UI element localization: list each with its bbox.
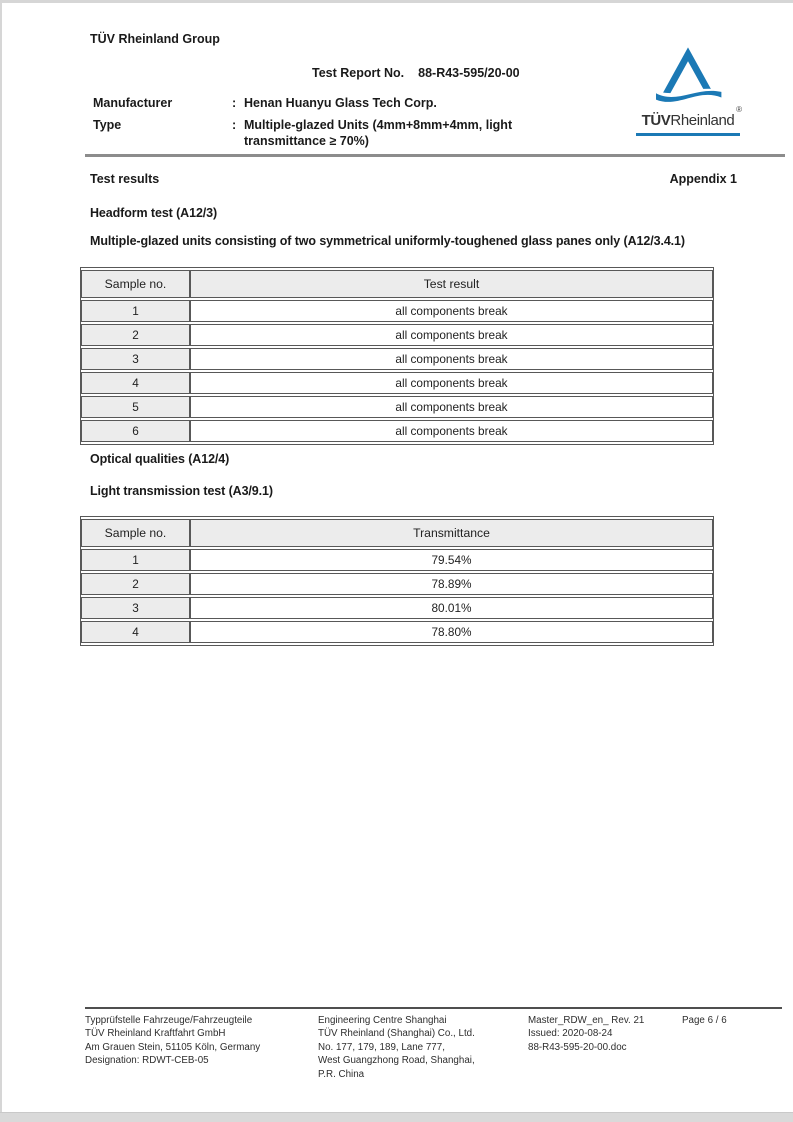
company-group-title: TÜV Rheinland Group	[90, 32, 220, 46]
result-cell: all components break	[190, 300, 713, 322]
page-edge-top	[0, 0, 793, 3]
table-row	[81, 420, 713, 442]
table-row	[81, 300, 713, 322]
results-header-line	[90, 172, 737, 186]
footer-line: Am Grauen Stein, 51105 Köln, Germany	[85, 1041, 261, 1053]
manufacturer-colon: :	[232, 96, 237, 110]
table-header-row	[81, 519, 713, 547]
table-row	[81, 396, 713, 418]
footer-address-shanghai	[318, 1014, 475, 1081]
footer-line: Issued: 2020-08-24	[528, 1028, 613, 1040]
result-cell: 78.89%	[190, 573, 713, 595]
header-divider	[85, 154, 785, 157]
table-header-row	[81, 270, 713, 298]
page-edge-bottom	[0, 1112, 793, 1122]
light-transmission-title: Light transmission test (A3/9.1)	[90, 484, 273, 498]
result-cell: all components break	[190, 396, 713, 418]
report-number-label: Test Report No.	[312, 66, 405, 80]
sample-no-cell: 4	[81, 621, 190, 643]
report-number-line	[312, 66, 520, 80]
table-row	[81, 324, 713, 346]
footer-line: TÜV Rheinland (Shanghai) Co., Ltd.	[318, 1028, 475, 1040]
registered-mark-icon: ®	[736, 105, 742, 114]
footer-page-number	[682, 1014, 727, 1027]
transmittance-header: Transmittance	[190, 519, 713, 547]
footer-address-germany	[85, 1014, 260, 1068]
table-row	[81, 549, 713, 571]
footer-line: Designation: RDWT-CEB-05	[85, 1055, 209, 1067]
sample-no-cell: 1	[81, 549, 190, 571]
test-results-label: Test results	[90, 172, 160, 186]
footer-line: Master_RDW_en_ Rev. 21	[528, 1015, 645, 1026]
footer-line: Typprüfstelle Fahrzeuge/Fahrzeugteile	[85, 1015, 253, 1026]
sample-no-cell: 3	[81, 348, 190, 370]
sample-no-header: Sample no.	[81, 270, 190, 298]
sample-no-cell: 3	[81, 597, 190, 619]
tuv-wordmark-regular: Rheinland	[670, 112, 735, 129]
footer-divider	[85, 1007, 782, 1009]
headform-result-table	[80, 267, 714, 445]
result-cell: all components break	[190, 372, 713, 394]
tuv-wordmark-bold: TÜV	[641, 112, 671, 129]
page-edge-left	[0, 0, 2, 1122]
tuv-wordmark	[636, 105, 742, 129]
test-result-header: Test result	[190, 270, 713, 298]
headform-test-subtitle: Multiple-glazed units consisting of two symmetrical uniformly-toughened glass panes only (A12/3.4.1)	[90, 234, 685, 248]
footer-line: Page 6 / 6	[682, 1015, 727, 1026]
manufacturer-row	[93, 95, 593, 111]
tuv-triangle-icon	[644, 46, 732, 110]
tuv-rheinland-logo	[636, 46, 740, 136]
type-row	[93, 117, 593, 149]
sample-no-header: Sample no.	[81, 519, 190, 547]
table-row	[81, 348, 713, 370]
table-row	[81, 372, 713, 394]
headform-test-title: Headform test (A12/3)	[90, 206, 218, 220]
footer-line: Engineering Centre Shanghai	[318, 1015, 447, 1026]
sample-no-cell: 1	[81, 300, 190, 322]
report-number-value: 88-R43-595/20-00	[418, 66, 520, 80]
transmittance-table-wrap	[80, 516, 714, 646]
result-cell: 80.01%	[190, 597, 713, 619]
result-cell: all components break	[190, 420, 713, 442]
sample-no-cell: 5	[81, 396, 190, 418]
footer-line: No. 177, 179, 189, Lane 777,	[318, 1041, 445, 1053]
result-cell: all components break	[190, 348, 713, 370]
result-cell: 79.54%	[190, 549, 713, 571]
type-label: Type	[93, 118, 122, 132]
type-colon: :	[232, 118, 237, 132]
headform-table-wrap	[80, 267, 714, 445]
header-fields	[93, 95, 593, 155]
footer-line: P.R. China	[318, 1068, 365, 1080]
footer-line: TÜV Rheinland Kraftfahrt GmbH	[85, 1028, 226, 1040]
footer-line: West Guangzhong Road, Shanghai,	[318, 1055, 475, 1067]
table-row	[81, 621, 713, 643]
transmittance-result-table	[80, 516, 714, 646]
sample-no-cell: 6	[81, 420, 190, 442]
sample-no-cell: 2	[81, 324, 190, 346]
table-row	[81, 573, 713, 595]
manufacturer-value: Henan Huanyu Glass Tech Corp.	[244, 96, 437, 110]
sample-no-cell: 2	[81, 573, 190, 595]
footer-document-info	[528, 1014, 644, 1054]
manufacturer-label: Manufacturer	[93, 96, 173, 110]
result-cell: all components break	[190, 324, 713, 346]
type-value: Multiple-glazed Units (4mm+8mm+4mm, light transmittance ≥ 70%)	[244, 118, 513, 148]
logo-underline	[636, 133, 740, 136]
result-cell: 78.80%	[190, 621, 713, 643]
appendix-label: Appendix 1	[669, 172, 737, 186]
sample-no-cell: 4	[81, 372, 190, 394]
footer-line: 88-R43-595-20-00.doc	[528, 1041, 627, 1053]
table-row	[81, 597, 713, 619]
optical-qualities-title: Optical qualities (A12/4)	[90, 452, 230, 466]
